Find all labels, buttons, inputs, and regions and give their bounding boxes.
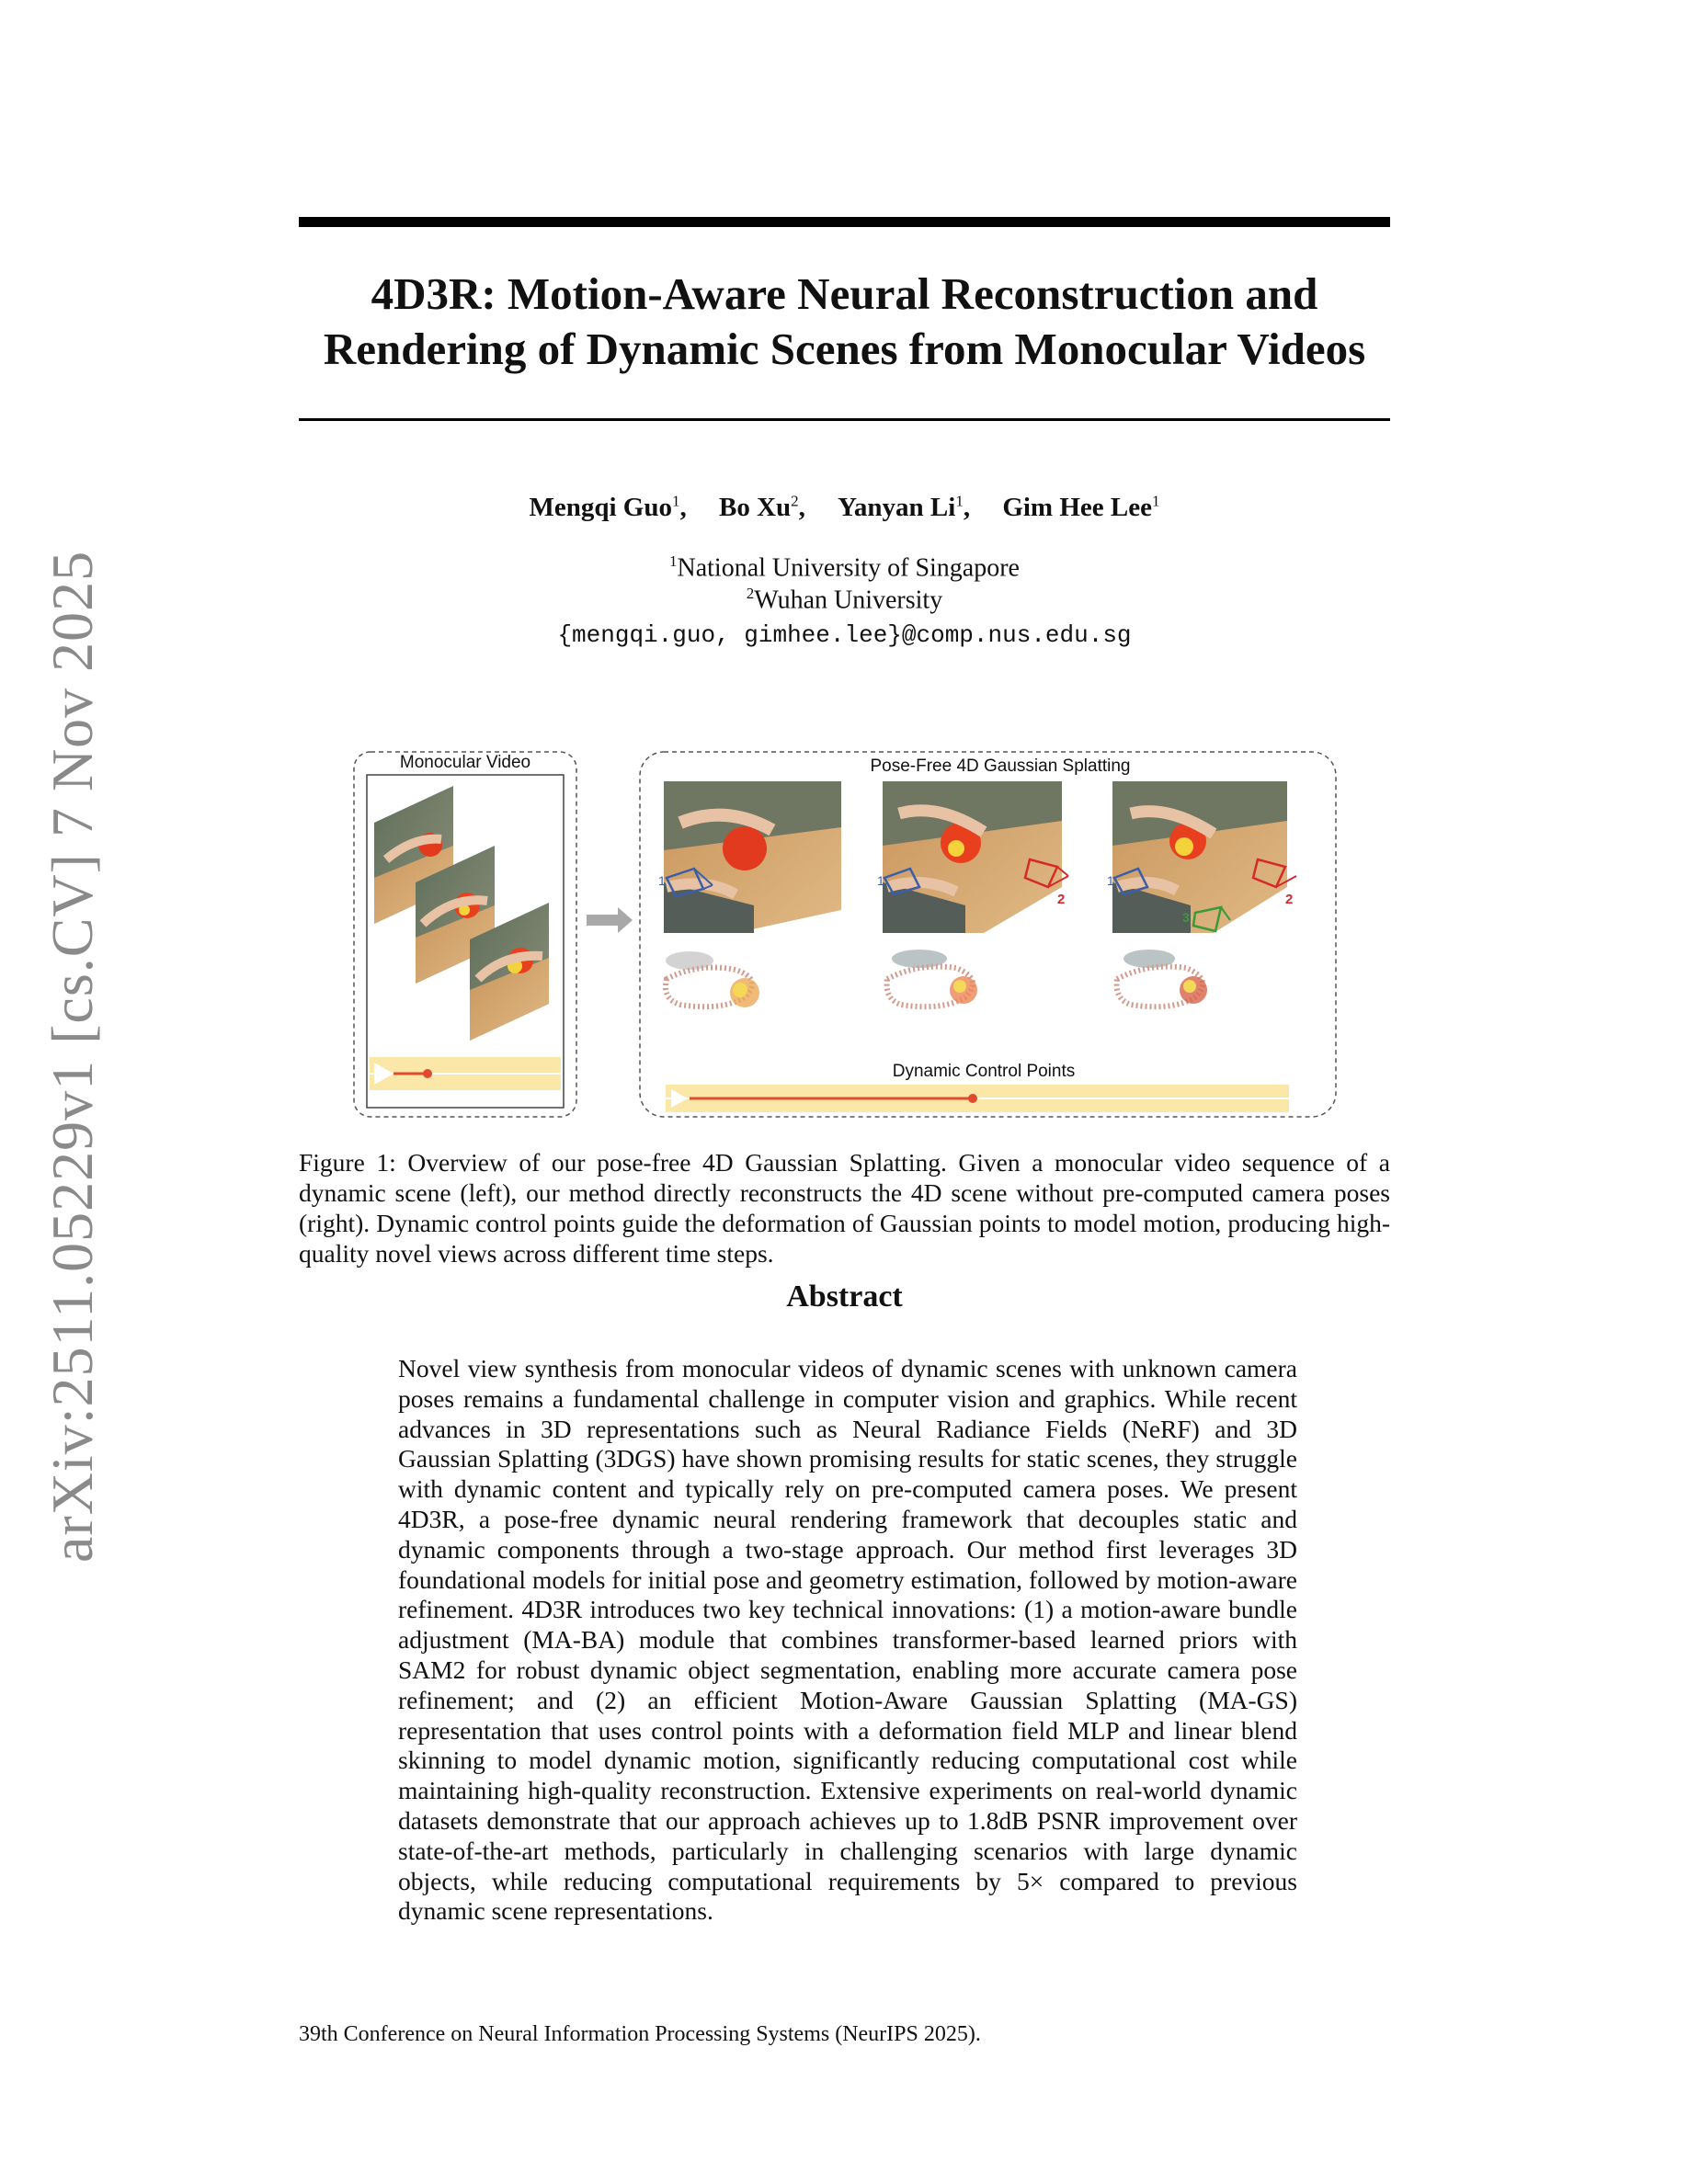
dynamic-control-points-label: Dynamic Control Points [892, 1062, 1076, 1081]
point-cloud-2 [887, 950, 977, 1007]
title-line-1: 4D3R: Motion-Aware Neural Reconstruction and [371, 268, 1318, 319]
render-view-3 [1107, 781, 1296, 933]
affiliation: $^2$Wuhan University [746, 585, 943, 615]
author-list [299, 492, 1390, 523]
point-cloud-1 [666, 951, 759, 1007]
figure-1-graphic [349, 749, 1342, 1121]
monocular-video-label: Monocular Video [399, 753, 531, 772]
svg-text:1: 1 [1107, 873, 1114, 888]
arrow-icon [587, 907, 633, 933]
figure-1 [349, 749, 1342, 1121]
svg-text:1: 1 [658, 873, 666, 888]
title-top-rule [299, 217, 1390, 227]
svg-text:1: 1 [877, 873, 884, 888]
render-view-2 [877, 781, 1068, 933]
svg-text:2: 2 [1057, 892, 1066, 907]
svg-text:2: 2 [1285, 892, 1294, 907]
conference-footnote: 39th Conference on Neural Information Processing Systems (NeurIPS 2025). [299, 2022, 981, 2046]
affiliation: $^1$National University of Singapore [669, 552, 1020, 583]
svg-text:3: 3 [1182, 910, 1190, 925]
author: Gim Hee Lee$^1$ [1002, 492, 1160, 522]
pose-free-label: Pose-Free 4D Gaussian Splatting [870, 756, 1131, 776]
arxiv-stamp: arXiv:2511.05229v1 [cs.CV] 7 Nov 2025 [40, 550, 105, 1563]
author: Yanyan Li$^1$, [838, 492, 971, 522]
abstract-heading: Abstract [786, 1280, 903, 1314]
title-line-2: Rendering of Dynamic Scenes from Monocular Videos [323, 324, 1366, 374]
title-bottom-rule [299, 418, 1390, 421]
render-view-1 [658, 781, 841, 933]
point-cloud-3 [1117, 950, 1207, 1007]
author-email: {mengqi.guo, gimhee.lee}@comp.nus.edu.sg [557, 621, 1132, 649]
author: Mengqi Guo$^1$, [529, 492, 687, 522]
figure-caption: Figure 1: Overview of our pose-free 4D Gaussian Splatting. Given a monocular video sequence of a dynamic scene (left), our method directly reconstructs the 4D scene without pre-computed camera poses (right). Dynamic control points guide the deformation of Gaussian points to model motion, producing high-quality novel views across different time steps. [299, 1148, 1390, 1268]
left-timeline-handle [423, 1069, 432, 1078]
abstract-body: Novel view synthesis from monocular videos of dynamic scenes with unknown camera poses remains a fundamental challenge in computer vision and graphics. While recent advances in 3D representations such as Neural Radiance Fields (NeRF) and 3D Gaussian Splatting (3DGS) have shown promising results for static scenes, they struggle with dynamic content and typically rely on pre-computed camera poses. We present 4D3R, a pose-free dynamic neural rendering framework that decouples static and dynamic components through a two-stage approach. Our method first leverages 3D foundational models for initial pose and geometry estimation, followed by motion-aware refinement. 4D3R introduces two key technical innovations: (1) a motion-aware bundle adjustment (MA-BA) module that combines transformer-based learned priors with SAM2 for robust dynamic object segmentation, enabling more accurate camera pose refinement; and (2) an efficient Motion-Aware Gaussian Splatting (MA-GS) representation that uses control points with a deformation field MLP and linear blend skinning to model dynamic motion, significantly reducing computational cost while maintaining high-quality reconstruction. Extensive experiments on real-world dynamic datasets demonstrate that our approach achieves up to 1.8dB PSNR improvement over state-of-the-art methods, particularly in challenging scenarios with large dynamic objects, while reducing computational requirements by 5× compared to previous dynamic scene representations. [398, 1354, 1297, 1926]
author: Bo Xu$^2$, [719, 492, 805, 522]
paper-title [299, 267, 1390, 377]
right-timeline-handle [968, 1094, 977, 1103]
